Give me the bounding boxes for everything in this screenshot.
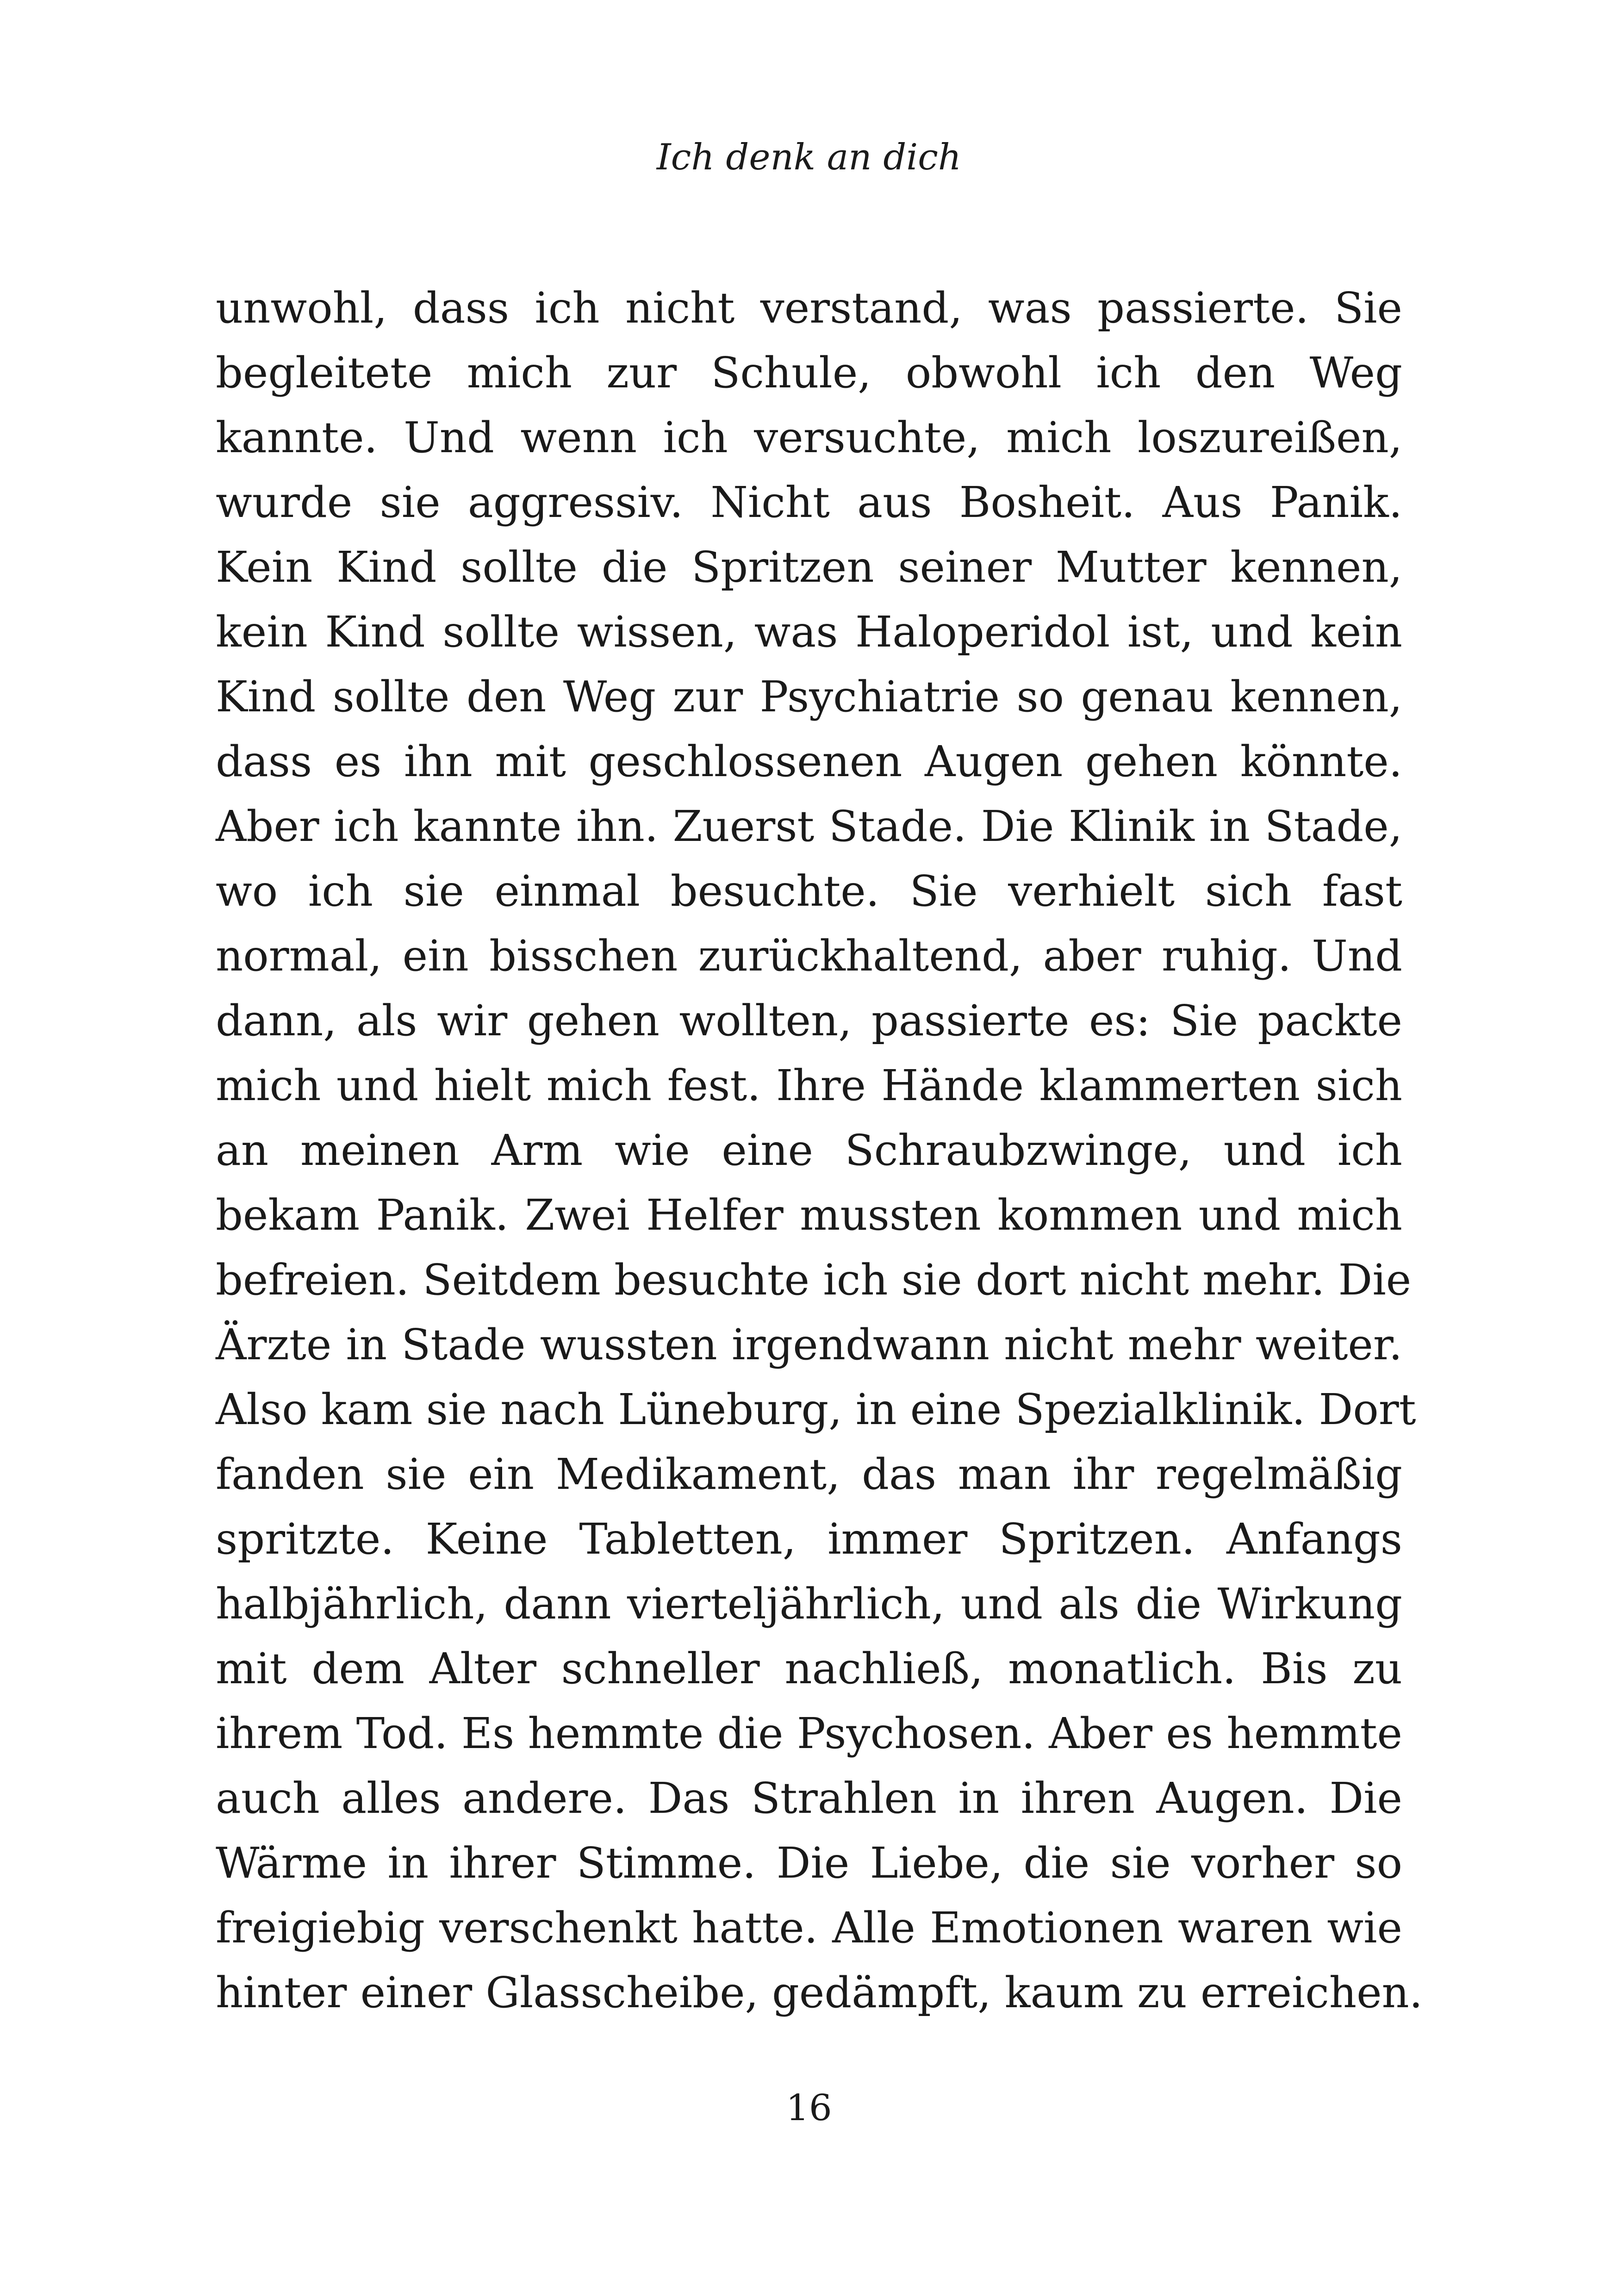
text-line: dass es ihn mit geschlossenen Augen gehen könnte. [216,737,1402,786]
text-line: Kind sollte den Weg zur Psychiatrie so genau kennen, [216,672,1402,722]
body-paragraph [216,276,1423,2025]
text-line: kein Kind sollte wissen, was Haloperidol ist, und kein [216,607,1402,657]
running-header-title: Ich denk an dich [656,137,962,178]
text-line: auch alles andere. Das Strahlen in ihren Augen. Die [216,1773,1402,1823]
text-line: hinter einer Glasscheibe, gedämpft, kaum zu erreichen. [216,1968,1423,2017]
text-line: befreien. Seitdem besuchte ich sie dort nicht mehr. Die [216,1255,1412,1305]
text-line: Kein Kind sollte die Spritzen seiner Mutter kennen, [216,542,1402,592]
text-line: wurde sie aggressiv. Nicht aus Bosheit. Aus Panik. [216,478,1402,527]
text-line: freigiebig verschenkt hatte. Alle Emotionen waren wie [216,1903,1402,1953]
text-line: begleitete mich zur Schule, obwohl ich den Weg [216,348,1402,398]
text-line: Also kam sie nach Lüneburg, in eine Spezialklinik. Dort [216,1385,1416,1434]
text-line: Wärme in ihrer Stimme. Die Liebe, die sie vorher so [216,1838,1402,1888]
text-line: unwohl, dass ich nicht verstand, was passierte. Sie [216,283,1402,333]
text-line: normal, ein bisschen zurückhaltend, aber ruhig. Und [216,931,1402,981]
text-line: kannte. Und wenn ich versuchte, mich loszureißen, [216,413,1402,462]
text-line: ihrem Tod. Es hemmte die Psychosen. Aber es hemmte [216,1709,1402,1758]
text-line: dann, als wir gehen wollten, passierte es: Sie packte [216,996,1402,1045]
text-line: an meinen Arm wie eine Schraubzwinge, und ich [216,1126,1402,1175]
text-line: Aber ich kannte ihn. Zuerst Stade. Die Klinik in Stade, [216,802,1402,851]
text-line: bekam Panik. Zwei Helfer mussten kommen und mich [216,1190,1402,1240]
text-line: Ärzte in Stade wussten irgendwann nicht mehr weiter. [216,1320,1402,1369]
text-line: mich und hielt mich fest. Ihre Hände klammerten sich [216,1061,1402,1110]
page-number: 16 [786,2087,832,2129]
text-line: fanden sie ein Medikament, das man ihr regelmäßig [216,1450,1402,1499]
text-line: halbjährlich, dann vierteljährlich, und als die Wirkung [216,1579,1402,1629]
text-line: wo ich sie einmal besuchte. Sie verhielt sich fast [216,866,1402,916]
text-line: spritzte. Keine Tabletten, immer Spritzen. Anfangs [216,1514,1402,1564]
text-line: mit dem Alter schneller nachließ, monatlich. Bis zu [216,1644,1402,1693]
